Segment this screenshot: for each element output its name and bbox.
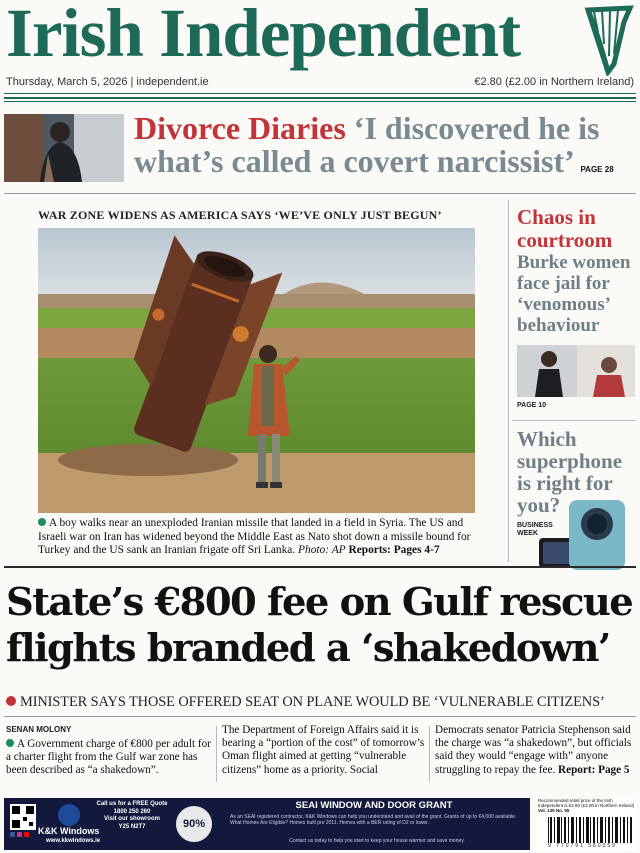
masthead-title: Irish Independent bbox=[6, 0, 521, 71]
column-divider bbox=[429, 726, 430, 782]
promo-text: ‘I discovered he is what’s called a covert narcissist’ bbox=[134, 110, 600, 179]
subdeck-bullet-icon bbox=[6, 696, 16, 706]
story-column-3 bbox=[435, 724, 640, 777]
barcode-number: 9 770791 580059 bbox=[548, 843, 617, 849]
column-divider bbox=[216, 726, 217, 782]
caption-bullet-icon bbox=[38, 518, 46, 526]
courtroom-headline[interactable]: Burke women face jail for ‘venomous’ behaviour bbox=[517, 252, 631, 336]
subdeck-text: MINISTER SAYS THOSE OFFERED SEAT ON PLANE WOULD BE ‘VULNERABLE CITIZENS’ bbox=[20, 694, 605, 710]
ad-eircode: Y25 N2T7 bbox=[118, 823, 146, 830]
ad-phone[interactable]: 1800 250 260 bbox=[113, 808, 151, 815]
qr-code-icon bbox=[10, 804, 36, 830]
grant-title: SEAI WINDOW AND DOOR GRANT bbox=[295, 800, 453, 811]
photo-overline: WAR ZONE WIDENS AS AMERICA SAYS ‘WE’VE ONLY JUST BEGUN’ bbox=[38, 208, 442, 222]
story-column-2: The Department of Foreign Affairs said it is bearing a “portion of the cost” of tomorrow’s Oman flight aimed at getting “vulnerable citizens” home as a priority. Social bbox=[222, 724, 425, 776]
grant-cta: Contact us today to help you start to keep your house warmer and save money. bbox=[289, 838, 465, 844]
social-icons bbox=[10, 832, 38, 846]
kk-logo-icon bbox=[58, 804, 80, 826]
instagram-icon bbox=[17, 832, 22, 837]
lead-headline[interactable]: State’s €800 fee on Gulf rescue flights branded a ‘shakedown’ bbox=[6, 580, 633, 671]
report-link[interactable]: Report: Page 5 bbox=[558, 763, 630, 776]
byline: SENAN MOLONY bbox=[6, 725, 72, 734]
masthead-rule bbox=[4, 93, 636, 94]
barcode-icon bbox=[548, 817, 632, 843]
ad-contact bbox=[96, 801, 168, 831]
promo-headline[interactable] bbox=[134, 112, 634, 186]
barcode-price-note: Recommended retail price of the Irish Independent is €2.80 (£2.00 in Northern Ireland) bbox=[538, 798, 635, 808]
promo-photo[interactable] bbox=[4, 114, 124, 182]
youtube-icon bbox=[24, 832, 29, 837]
dateline: Thursday, March 5, 2026 | independent.ie bbox=[6, 76, 209, 88]
superphone-headline[interactable]: Which superphone is right for you? bbox=[517, 427, 623, 517]
missile-photo[interactable] bbox=[38, 228, 475, 513]
photo-caption bbox=[38, 517, 478, 558]
lead-rule bbox=[4, 566, 636, 568]
story-column-1 bbox=[6, 738, 211, 778]
business-week-label: BUSINESS WEEK bbox=[517, 522, 553, 537]
ad-brand: K&K Windows bbox=[38, 826, 100, 836]
masthead-rule-thin bbox=[4, 101, 636, 102]
harp-logo-icon bbox=[580, 4, 636, 76]
caption-text: A boy walks near an unexploded Iranian missile that landed in a field in Syria. The US and Israeli war on Iran has widened beyond the Middle East as Nato shot down a missile bound for Turkey and the US sank an Iranian frigate off Sri Lanka. bbox=[38, 517, 471, 556]
ad-url[interactable]: www.kkwindows.ie bbox=[46, 838, 101, 844]
kk-windows-ad[interactable] bbox=[4, 798, 530, 850]
smartphone-icon bbox=[535, 498, 635, 570]
grant-badge: 90% bbox=[174, 804, 214, 844]
courtroom-page: PAGE 10 bbox=[517, 402, 547, 409]
price: €2.80 (£2.00 in Northern Ireland) bbox=[474, 76, 634, 88]
col3-text: Democrats senator Patricia Stephenson said the charge was “a shakedown”, but officials said they would “engage with” anyone struggling to repay the fee. bbox=[435, 724, 632, 776]
section-rule bbox=[4, 193, 636, 194]
subdeck-rule bbox=[4, 716, 636, 717]
masthead-rule-thick bbox=[4, 97, 636, 99]
barcode-text bbox=[538, 798, 636, 813]
photo-credit: Photo: AP bbox=[298, 544, 346, 556]
courtroom-kicker[interactable]: Chaos in courtroom bbox=[517, 205, 613, 252]
courtroom-photo[interactable] bbox=[517, 345, 635, 397]
facebook-icon bbox=[10, 832, 15, 837]
sidebar-rule bbox=[512, 420, 636, 421]
col-bullet-icon bbox=[6, 739, 14, 747]
col1-text: A Government charge of €800 per adult for a charter flight from the Gulf war zone has been described as “a shakedown”. bbox=[6, 738, 211, 777]
lead-subdeck bbox=[6, 694, 640, 711]
ad-visit: Visit our showroom bbox=[104, 816, 160, 823]
volume-number: Vol. 135 No. 55 bbox=[538, 808, 570, 813]
ad-call: Call us for a FREE Quote bbox=[96, 801, 168, 807]
column-divider bbox=[508, 200, 509, 562]
promo-page: PAGE 28 bbox=[580, 165, 614, 174]
grant-body: As an SEAI registered contractor, K&K Windows can help you understand and avail of the grant. Grants of up to €4,000 available. What Homes Are Eligible? Homes built pre 2011. Homes with a BER rating of D2 or lower. bbox=[230, 814, 517, 826]
promo-kicker: Divorce Diaries bbox=[134, 110, 346, 146]
reports-link[interactable]: Reports: Pages 4-7 bbox=[348, 544, 440, 556]
